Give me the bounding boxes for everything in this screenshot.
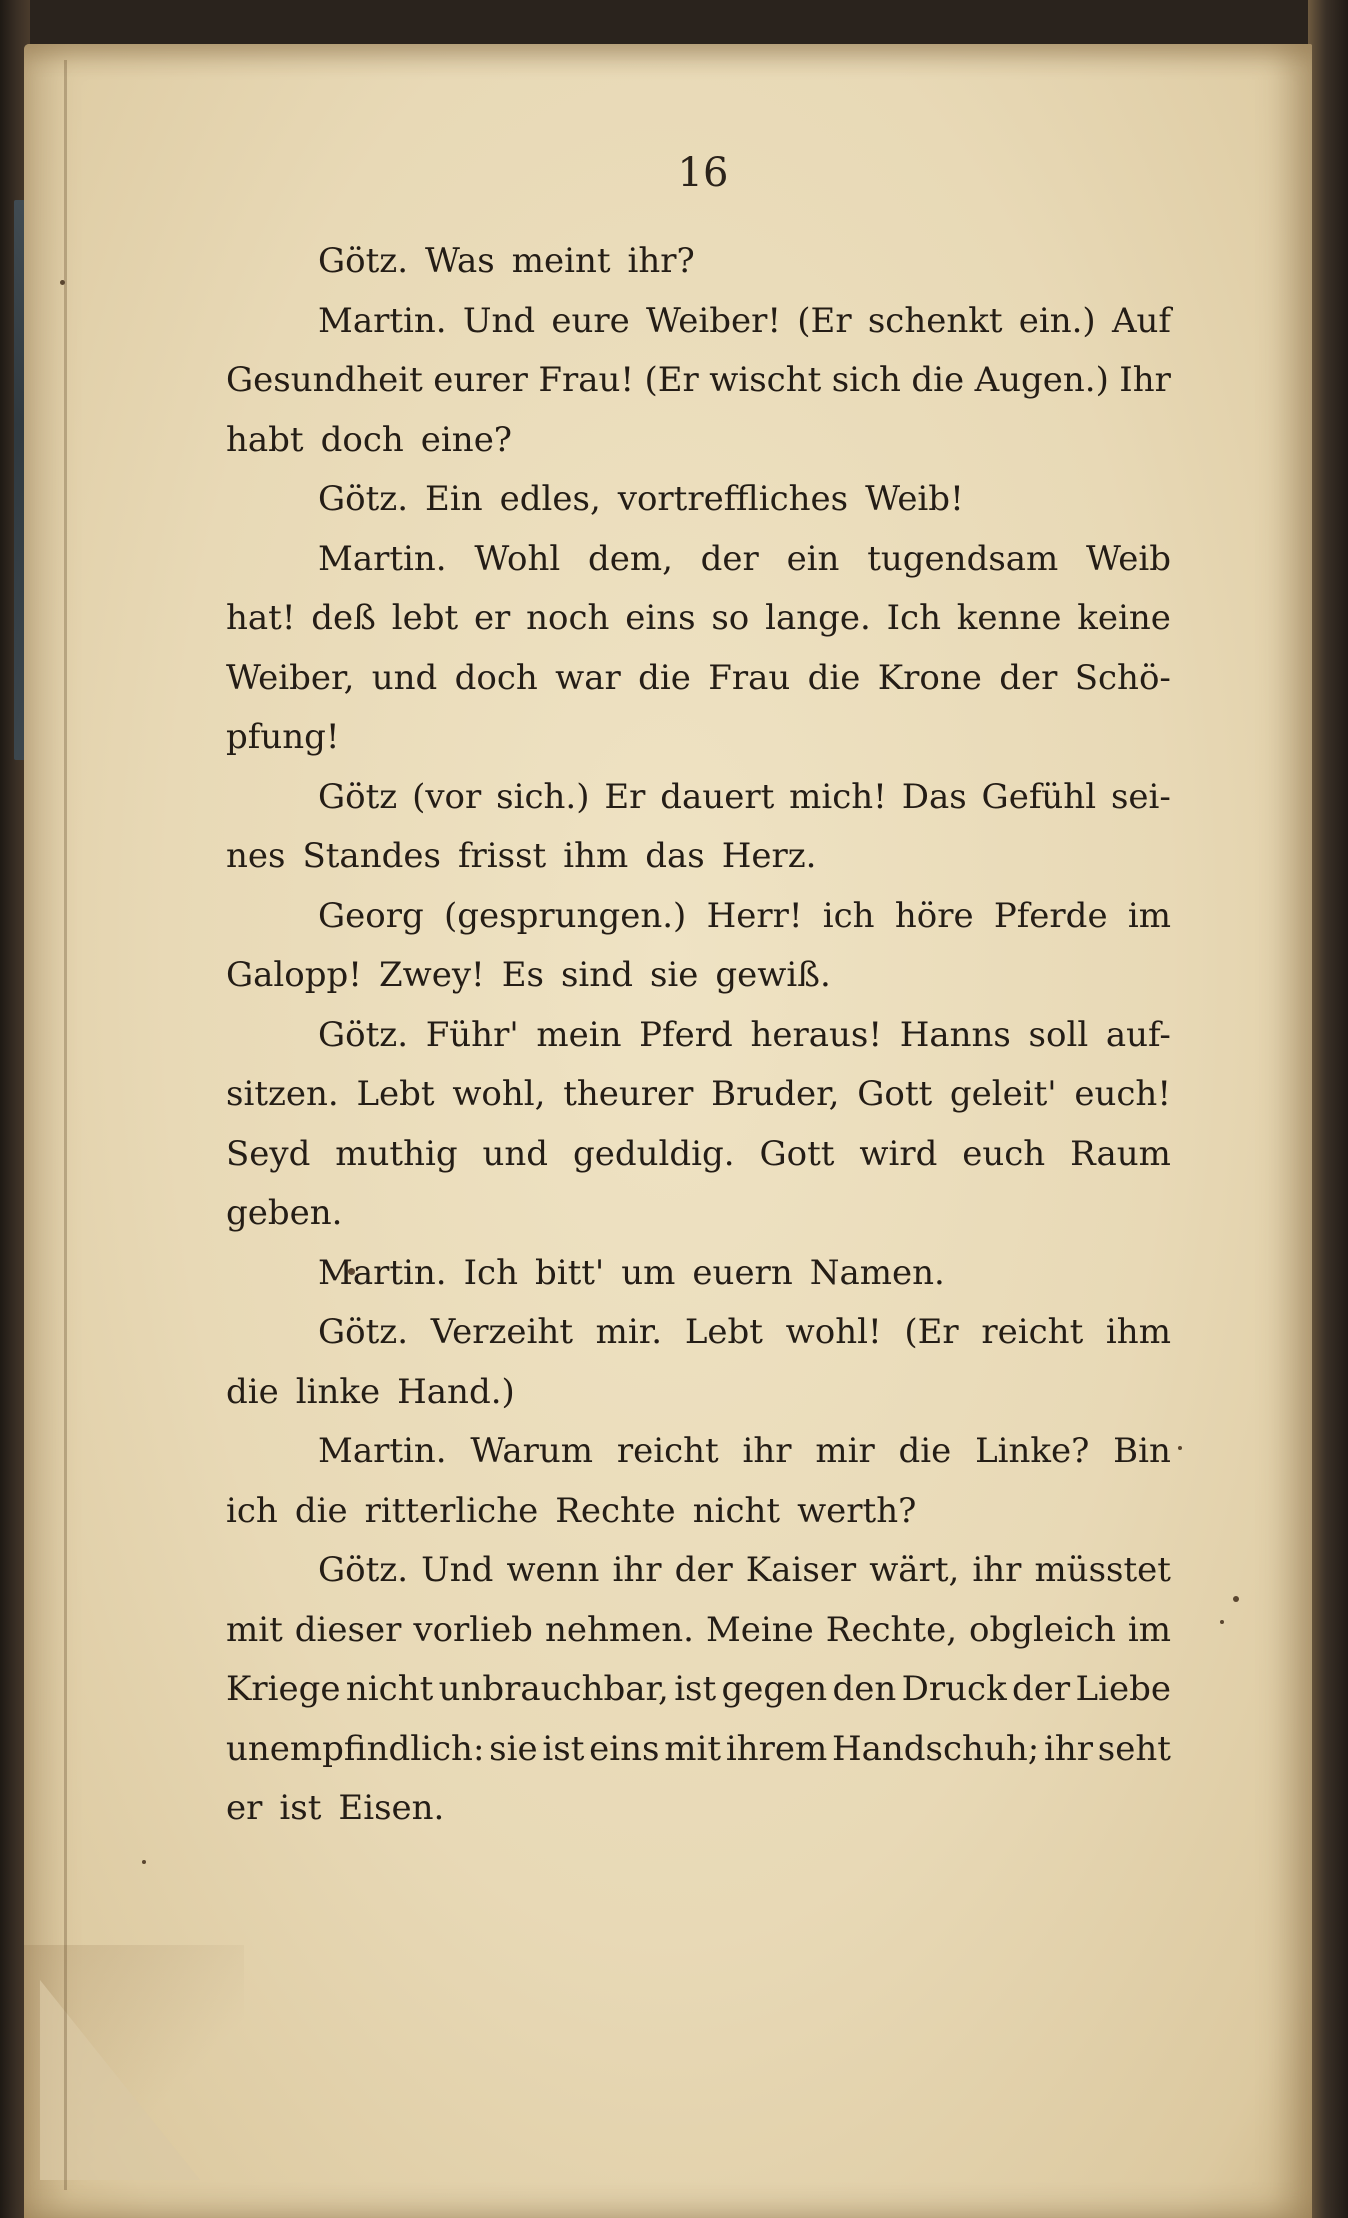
word: tugendsam bbox=[867, 538, 1059, 579]
word: dieser bbox=[294, 1609, 402, 1650]
word: heraus! bbox=[750, 1014, 883, 1055]
word: wohl, bbox=[452, 1074, 546, 1114]
text-line bbox=[226, 1482, 1171, 1542]
word: auf- bbox=[1105, 1014, 1171, 1055]
word: höre bbox=[894, 895, 974, 936]
word: Verzeiht bbox=[430, 1312, 573, 1352]
word: (gesprungen.) bbox=[444, 895, 687, 936]
word: mir. bbox=[595, 1312, 663, 1352]
word: Weib! bbox=[865, 479, 964, 519]
word: ihrem bbox=[725, 1728, 828, 1769]
word: Schö- bbox=[1074, 657, 1171, 698]
word: Rechte bbox=[555, 1490, 676, 1531]
word: obgleich bbox=[969, 1609, 1116, 1650]
word: dem, bbox=[587, 538, 673, 579]
word: Weiber, bbox=[226, 657, 355, 698]
word: Gefühl bbox=[981, 776, 1097, 817]
word: Meine bbox=[705, 1609, 814, 1650]
word: Seyd bbox=[226, 1133, 311, 1174]
word: Frau bbox=[708, 657, 791, 698]
word: geben. bbox=[226, 1193, 343, 1233]
word: und bbox=[482, 1133, 549, 1174]
word: ein.) bbox=[1018, 300, 1096, 341]
word: deß bbox=[311, 598, 376, 638]
word: er bbox=[226, 1788, 263, 1828]
body-text bbox=[226, 232, 1171, 1839]
word: der bbox=[674, 1550, 733, 1590]
word: Pferd bbox=[639, 1014, 733, 1055]
word: Götz. bbox=[318, 1312, 409, 1352]
word: die bbox=[898, 1431, 952, 1471]
word: Gott bbox=[857, 1074, 933, 1114]
word: Götz. bbox=[318, 479, 409, 519]
word: bitt' bbox=[534, 1252, 605, 1293]
word: Galopp! bbox=[226, 955, 362, 995]
word: nicht bbox=[692, 1490, 781, 1531]
word: Ein bbox=[425, 479, 483, 519]
word: Das bbox=[901, 776, 967, 817]
word: schenkt bbox=[867, 300, 1003, 341]
word: vorlieb bbox=[413, 1609, 533, 1650]
word: nicht bbox=[345, 1669, 434, 1709]
word: ihr bbox=[972, 1550, 1022, 1590]
word: ihr bbox=[612, 1550, 662, 1590]
word: sie bbox=[489, 1728, 538, 1769]
word: (Er bbox=[797, 300, 852, 341]
word: frisst bbox=[457, 836, 547, 876]
word: ich bbox=[226, 1490, 278, 1531]
word: theurer bbox=[563, 1074, 694, 1114]
word: Lebt bbox=[356, 1074, 435, 1114]
text-line bbox=[226, 1720, 1171, 1780]
word: Hanns bbox=[899, 1014, 1011, 1055]
word: Frau! bbox=[538, 360, 635, 400]
word: dauert bbox=[660, 776, 775, 817]
word: und bbox=[371, 657, 438, 698]
word: Weib bbox=[1086, 538, 1171, 579]
word: sich.) bbox=[496, 776, 590, 817]
word: ihr bbox=[742, 1431, 792, 1471]
word: ihr? bbox=[627, 241, 695, 281]
word: werth? bbox=[797, 1490, 917, 1531]
word: gegen bbox=[721, 1669, 828, 1709]
word: so bbox=[711, 598, 750, 638]
word: kenne bbox=[956, 598, 1062, 638]
word: lange. bbox=[765, 598, 871, 638]
word: unbrauchbar, bbox=[438, 1669, 669, 1709]
word: ist bbox=[279, 1788, 322, 1828]
word: wohl! bbox=[785, 1312, 882, 1352]
word: Kaiser bbox=[745, 1550, 857, 1590]
word: die bbox=[226, 1371, 279, 1412]
word: unempfindlich: bbox=[226, 1728, 485, 1769]
word: Ihr bbox=[1119, 360, 1171, 400]
word: Er bbox=[604, 776, 646, 817]
word: sie bbox=[649, 955, 699, 995]
word: Weiber! bbox=[646, 300, 782, 341]
word: Hand.) bbox=[397, 1371, 515, 1412]
text-line bbox=[226, 887, 1171, 947]
word: soll bbox=[1028, 1014, 1089, 1055]
text-line bbox=[226, 768, 1171, 828]
word: sitzen. bbox=[226, 1074, 339, 1114]
text-line bbox=[226, 1541, 1171, 1601]
word: müsstet bbox=[1034, 1550, 1171, 1590]
word: vortreffliches bbox=[617, 479, 849, 519]
word: nes bbox=[226, 836, 286, 876]
word: mit bbox=[664, 1728, 722, 1769]
word: Zwey! bbox=[378, 955, 485, 995]
word: nehmen. bbox=[544, 1609, 694, 1650]
word: Gesundheit bbox=[226, 360, 423, 400]
word: eurer bbox=[433, 360, 528, 400]
word: euern bbox=[692, 1252, 793, 1293]
word: muthig bbox=[335, 1133, 458, 1174]
word: Götz. bbox=[318, 241, 409, 281]
text-line bbox=[226, 1660, 1171, 1720]
word: um bbox=[621, 1252, 676, 1293]
text-line bbox=[226, 1303, 1171, 1363]
word: Martin. bbox=[318, 1431, 447, 1471]
word: reicht bbox=[981, 1312, 1084, 1352]
word: Wohl bbox=[474, 538, 561, 579]
text-line bbox=[226, 1065, 1171, 1125]
word: Auf bbox=[1111, 300, 1171, 341]
word: euch bbox=[962, 1133, 1046, 1174]
text-line bbox=[226, 470, 1171, 530]
word: Götz. bbox=[318, 1550, 409, 1590]
page-number: 16 bbox=[677, 150, 729, 196]
word: im bbox=[1127, 1609, 1171, 1650]
word: Was bbox=[425, 241, 495, 281]
word: ein bbox=[786, 538, 840, 579]
text-line bbox=[226, 1006, 1171, 1066]
word: der bbox=[999, 657, 1058, 698]
text-line bbox=[226, 1363, 1171, 1423]
word: linke bbox=[295, 1371, 381, 1412]
word: Bruder, bbox=[711, 1074, 840, 1114]
text-line bbox=[226, 649, 1171, 709]
word: Martin. bbox=[318, 300, 447, 341]
text-line bbox=[226, 1601, 1171, 1661]
word: Kriege bbox=[226, 1669, 341, 1709]
text-line bbox=[226, 708, 1171, 768]
text-line bbox=[226, 1244, 1171, 1304]
word: seht bbox=[1097, 1728, 1171, 1769]
word: (Er bbox=[644, 360, 699, 400]
word: die bbox=[911, 360, 965, 400]
word: Standes bbox=[302, 836, 441, 876]
word: eins bbox=[589, 1728, 660, 1769]
word: habt bbox=[226, 419, 304, 460]
word: eins bbox=[625, 598, 696, 638]
word: Götz. bbox=[318, 1014, 409, 1055]
word: euch! bbox=[1074, 1074, 1171, 1114]
word: eure bbox=[551, 300, 630, 341]
word: reicht bbox=[616, 1431, 719, 1471]
word: hat! bbox=[226, 598, 296, 638]
word: ihm bbox=[563, 836, 629, 876]
word: Pferde bbox=[993, 895, 1108, 936]
word: die bbox=[294, 1490, 348, 1531]
word: Und bbox=[462, 300, 536, 341]
word: sich bbox=[831, 360, 901, 400]
word: geleit' bbox=[949, 1074, 1057, 1114]
word: Eisen. bbox=[338, 1788, 445, 1828]
word: Führ' bbox=[425, 1014, 519, 1055]
text-line bbox=[226, 946, 1171, 1006]
text-line bbox=[226, 1779, 1171, 1839]
word: Lebt bbox=[684, 1312, 763, 1352]
text-line bbox=[226, 232, 1171, 292]
word: die bbox=[807, 657, 861, 698]
word: mein bbox=[536, 1014, 622, 1055]
word: den bbox=[832, 1669, 897, 1709]
text-line bbox=[226, 292, 1171, 352]
text-line bbox=[226, 351, 1171, 411]
word: ihr bbox=[1043, 1728, 1093, 1769]
word: der bbox=[700, 538, 759, 579]
word: wärt, bbox=[869, 1550, 960, 1590]
word: doch bbox=[454, 657, 538, 698]
word: Druck bbox=[901, 1669, 1007, 1709]
word: ist bbox=[674, 1669, 717, 1709]
word: Gott bbox=[759, 1133, 835, 1174]
text-line bbox=[226, 1184, 1171, 1244]
word: mir bbox=[815, 1431, 875, 1471]
word: Namen. bbox=[809, 1252, 945, 1293]
word: Georg bbox=[318, 895, 424, 936]
word: Warum bbox=[470, 1431, 594, 1471]
word: Ich bbox=[463, 1252, 518, 1293]
word: Götz bbox=[318, 776, 398, 817]
text-line bbox=[226, 1125, 1171, 1185]
word: wischt bbox=[709, 360, 822, 400]
word: doch bbox=[320, 419, 404, 460]
word: wenn bbox=[506, 1550, 600, 1590]
word: ist bbox=[542, 1728, 585, 1769]
text-line bbox=[226, 411, 1171, 471]
word: pfung! bbox=[226, 717, 340, 757]
word: die bbox=[638, 657, 691, 698]
word: im bbox=[1127, 895, 1171, 936]
word: Linke? bbox=[975, 1431, 1090, 1471]
word: wird bbox=[859, 1133, 938, 1174]
page-gutter-line bbox=[64, 60, 67, 2190]
word: noch bbox=[526, 598, 610, 638]
word: der bbox=[1012, 1669, 1071, 1709]
text-line bbox=[226, 530, 1171, 590]
word: (vor bbox=[412, 776, 482, 817]
word: meint bbox=[511, 241, 611, 281]
word: Herz. bbox=[721, 836, 817, 876]
word: mich! bbox=[789, 776, 887, 817]
word: keine bbox=[1077, 598, 1171, 638]
word: Und bbox=[421, 1550, 494, 1590]
word: ritterliche bbox=[364, 1490, 539, 1531]
word: Herr! bbox=[706, 895, 803, 936]
word: eine? bbox=[420, 419, 513, 460]
word: Rechte, bbox=[825, 1609, 958, 1650]
word: Raum bbox=[1070, 1133, 1171, 1174]
word: Augen.) bbox=[974, 360, 1109, 400]
text-line bbox=[226, 827, 1171, 887]
word: mit bbox=[226, 1609, 283, 1650]
text-line bbox=[226, 1422, 1171, 1482]
word: Liebe bbox=[1075, 1669, 1171, 1709]
word: Es bbox=[501, 955, 544, 995]
word: (Er bbox=[904, 1312, 959, 1352]
word: lebt bbox=[391, 598, 459, 638]
word: Krone bbox=[877, 657, 982, 698]
word: sind bbox=[560, 955, 633, 995]
word: Bin bbox=[1113, 1431, 1171, 1471]
book-cover-right-edge bbox=[1308, 0, 1348, 2218]
word: er bbox=[473, 598, 511, 638]
word: Martin. bbox=[318, 1252, 447, 1293]
word: edles, bbox=[499, 479, 601, 519]
word: war bbox=[555, 657, 621, 698]
text-line bbox=[226, 589, 1171, 649]
word: ihm bbox=[1105, 1312, 1171, 1352]
word: Ich bbox=[886, 598, 941, 638]
word: Handschuh; bbox=[831, 1728, 1040, 1769]
word: geduldig. bbox=[572, 1133, 735, 1174]
word: Martin. bbox=[318, 538, 447, 579]
word: das bbox=[645, 836, 705, 876]
word: ich bbox=[822, 895, 875, 936]
word: gewiß. bbox=[715, 955, 831, 995]
word: sei- bbox=[1110, 776, 1171, 817]
